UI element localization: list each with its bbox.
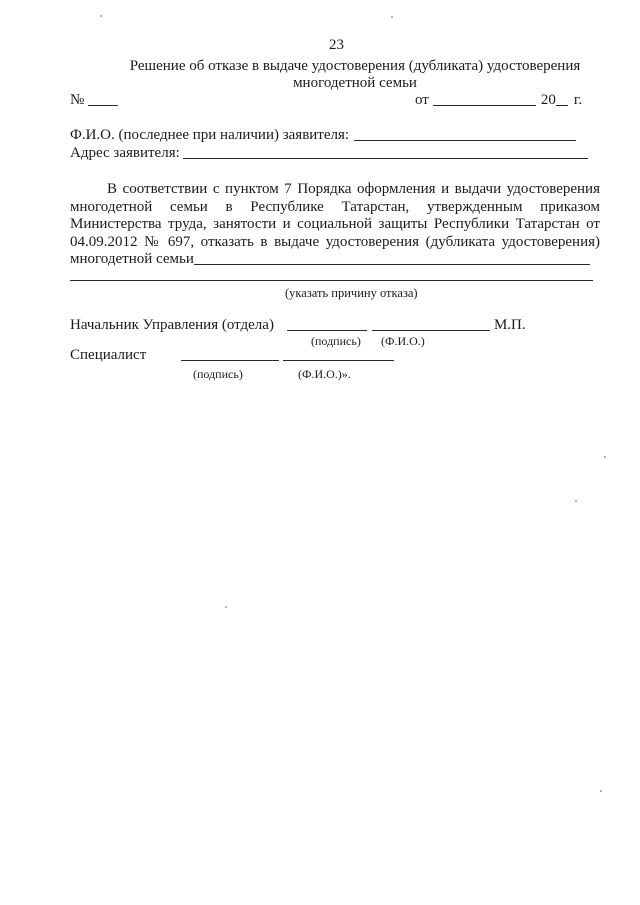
refusal-reason-caption: (указать причину отказа) bbox=[285, 286, 418, 300]
applicant-address-row bbox=[70, 145, 588, 162]
decision-number-row bbox=[70, 92, 118, 109]
decision-text-line: Министерства труда, занятости и социальной защиты Республики Татарстан от bbox=[70, 216, 600, 232]
decision-text-line: 04.09.2012 № 697, отказать в выдаче удостоверения (дубликата удостоверения) bbox=[70, 233, 600, 250]
document-title bbox=[100, 58, 610, 92]
date-year-blank bbox=[556, 105, 568, 106]
head-label: Начальник Управления (отдела) bbox=[70, 317, 274, 333]
decision-text-line: В соответствии с пунктом 7 Порядка оформления и выдачи удостоверения bbox=[107, 181, 600, 197]
head-name-blank bbox=[372, 330, 490, 331]
specialist-signature-blank bbox=[181, 360, 279, 361]
document-title-line-2: многодетной семьи bbox=[293, 75, 417, 91]
refusal-reason-line bbox=[70, 280, 593, 281]
stamp-place-label: М.П. bbox=[493, 317, 526, 333]
applicant-address-blank bbox=[183, 158, 588, 159]
decision-number-blank bbox=[88, 105, 118, 106]
scan-speck bbox=[604, 456, 606, 458]
applicant-name-label: Ф.И.О. (последнее при наличии) заявителя: bbox=[70, 127, 350, 143]
number-label: № bbox=[70, 92, 85, 108]
scan-speck bbox=[575, 500, 577, 502]
applicant-name-row bbox=[70, 127, 576, 144]
scan-speck bbox=[391, 16, 393, 18]
date-year-prefix: 20 bbox=[540, 92, 556, 108]
scan-speck bbox=[600, 790, 602, 792]
applicant-address-label: Адрес заявителя: bbox=[70, 145, 180, 161]
decision-date-row bbox=[415, 92, 582, 109]
page-number: 23 bbox=[329, 37, 344, 53]
refusal-reason-blank bbox=[194, 264, 590, 265]
decision-text-line: многодетной семьи bbox=[70, 251, 194, 267]
specialist-signature-caption: (подпись) bbox=[193, 367, 243, 381]
applicant-name-blank bbox=[354, 140, 576, 141]
document-title-line-1: Решение об отказе в выдаче удостоверения (дубликата) удостоверения bbox=[129, 58, 581, 74]
head-name-caption: (Ф.И.О.) bbox=[381, 334, 425, 348]
specialist-label: Специалист bbox=[70, 347, 147, 363]
date-day-month-blank bbox=[433, 105, 536, 106]
specialist-signature-row bbox=[70, 347, 394, 364]
decision-text-last-line bbox=[70, 251, 600, 269]
head-signature-blank bbox=[287, 330, 367, 331]
specialist-name-blank bbox=[283, 360, 394, 361]
head-signature-row bbox=[70, 317, 526, 334]
scan-speck bbox=[225, 606, 227, 608]
scan-speck bbox=[100, 15, 102, 17]
decision-text-line: многодетной семьи в Республике Татарстан, утвержденным приказом bbox=[70, 198, 600, 215]
date-prefix: от bbox=[415, 92, 429, 108]
head-signature-caption: (подпись) bbox=[311, 334, 361, 348]
decision-paragraph bbox=[70, 181, 600, 269]
date-year-suffix: г. bbox=[573, 92, 583, 108]
specialist-name-caption: (Ф.И.О.)». bbox=[298, 367, 351, 381]
